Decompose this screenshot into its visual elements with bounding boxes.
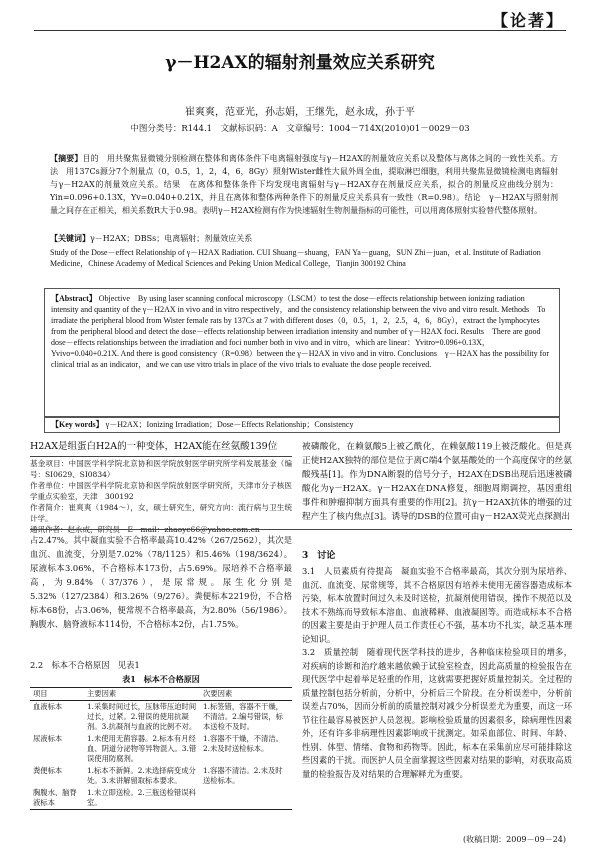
table-header: 主要因素	[84, 688, 200, 701]
intro-right: 被磷酸化，在赖氨酸5上被乙酰化，在赖氨酸119上被泛酸化。但是真正使H2AX独特的部位是位于离C端4个氨基酸处的一个高度保守的丝氨酸残基[1]。作为DNA断裂的信号分子，H2AX在DSB出现后迅速被磷酸化为γ－H2AX。γ－H2AX在DNA修复，细胞周期调控，基因重组事件和肿瘤抑制方面具有重要的作用[2]。抗γ－H2AX抗体的增强的过程产生了核内焦点[3]。诱导的DSB的位置可由γ－H2AX荧光点探测出	[302, 442, 572, 522]
table-cell: 1.标签错，容器不干燥，不清洁。2.编号错误，标本送检不及时。	[203, 702, 283, 731]
keywords-cn	[50, 232, 558, 245]
intro-left: H2AX是组蛋白H2A的一种变体，H2AX能在丝氨酸139位	[30, 441, 278, 452]
footnote-units: 作者单位：中国医学科学院北京协和医学院放射医学研究所，天津市分子核医学重点实验室，天津 300192	[30, 481, 292, 501]
section-rule	[30, 529, 572, 530]
abstract-en-title: Study of the Dose－effect Relationship of γ－H2AX Radiation. CUI Shuang－shuang，FAN Ya－guang，SUN Zhi－juan，et al. Institute of Radiation Medicine，Chinese Academy of Medical Sciences and Peking Union Medical College，Tianjin 300192 China	[50, 248, 541, 268]
reason-table	[30, 687, 292, 810]
received-date: (收稿日期：2009－09－24)	[463, 835, 566, 844]
table-cell: 1.采集时间过长，压脉带压迫时间过长，过紧。2.错误的使用抗凝剂。3.抗凝剂与血液的比例不对。	[87, 702, 197, 731]
header-rule	[34, 30, 566, 31]
table-cell: 粪便标本	[33, 766, 63, 775]
table-reference: 2.2 标本不合格原因 见表1	[30, 660, 140, 670]
table-cell: 1.未使用无菌容器。2.标本有月经血、阴道分泌物等异物混入。3.错误使用防腐剂。	[87, 734, 197, 763]
article-title: γ－H2AX的辐射剂量效应关系研究	[165, 53, 435, 73]
table-cell	[200, 787, 292, 810]
table-cell: 1.标本不新鲜。2.未选择病变成分处。3.未讲解留取标本要求。	[87, 766, 196, 785]
keywords-cn-text: γ－H2AX；DBSs；电离辐射；剂量效应关系	[90, 234, 253, 243]
abstract-en-label: 【Abstract】	[51, 294, 97, 303]
discussion-column	[302, 548, 572, 781]
table-header: 次要因素	[200, 688, 292, 701]
table-cell: 1.容器不干燥，不清洁。2.未及时送检标本。	[203, 734, 283, 753]
abstract-en-box	[44, 288, 560, 418]
classification-line: 中图分类号：R144.1 文献标识码：A 文章编号：1004－714X(2010)01－0029－03	[130, 124, 470, 134]
table-container	[30, 674, 292, 810]
table-row	[30, 765, 292, 787]
keywords-en-box	[44, 416, 560, 433]
keywords-en-label: 【Key words】	[51, 420, 104, 429]
discussion-3-1: 3.1 人员素质有待提高 凝血实验不合格率最高，其次分别为尿培养、血沉、血流变、尿常规等，其不合格原因有培养未使用无菌容器造成标本污染，标本放置时间过久未及时送检，抗凝剂使用错误，操作不规范以及技术不熟练而导致标本溶血、血液稀释、血液凝固等。而造成标本不合格的因素主要是由于护理人员工作责任心不强，基本功不扎实，缺乏基本理论知识。	[302, 566, 572, 644]
table-cell: 胸腹水、脑脊液标本	[30, 787, 84, 810]
footnote-fund: 基金项目：中国医学科学院北京协和医学院放射医学研究所学科发展基金（编号：SI0629、SI0834）	[30, 459, 292, 479]
article-type-badge: 【论著】	[491, 11, 564, 30]
footnote-corresponding: 通讯作者：赵永成，研究员 E－mail：zhaoyc66＠yahoo.com.cn	[30, 525, 260, 534]
abstract-cn-label: 【摘要】	[50, 153, 83, 163]
abstract-en-text: Objective By using laser scanning confocal microscopy（LSCM）to test the dose－effects relationship between ionizing radiation intensity and quantity of the γ－H2AX in vivo and in vitro respectively，and the consistency relationship between the vivo and vitro result. Methods To irradiate the peripheral blood from Wister female rats by 137Cs at 7 with different doses（0，0.5，1，2，2.5，4，6，8Gy），extract the lymphocytes from the peripheral blood and detect the dose－effects relationship between irradiation intensity and number of γ－H2AX foci. Results There are good dose－effects relationships between the irradiation and foci number both in vivo and in vitro，which are linear：Yvitro=0.096+0.13X，Yvivo=0.040+0.21X. And there is good consistency（R=0.98）between the γ－H2AX in vivo and in vitro. Conclusions γ－H2AX has the possibility for clinical trial as an indicator，and we can use vitro trials in place of the vivo trials to evaluate the dose people received.	[51, 294, 549, 369]
keywords-en-text: γ－H2AX；Ionizing Irradiation；Dose－Effects Relationship；Consistency	[105, 420, 354, 429]
table-caption: 表1 标本不合格原因	[122, 674, 200, 684]
table-row	[30, 701, 292, 734]
abstract-cn-text: 目的 用共聚焦显微镜分别检测在整体和离体条件下电离辐射强度与γ－H2AX的剂量效应关系以及整体与离体之间的一致性关系。方法 用137Cs源分7个剂量点（0，0.5，1，2，4，6，8Gy）照射Wister雌性大鼠外周全血，提取淋巴细胞，利用共聚焦显微镜检测电离辐射与γ－H2AX的剂量效应关系。结果 在离体和整体条件下均发现电离辐射与γ－H2AX存在剂量反应关系，拟合的剂量反应曲线分别为：Yin=0.096+0.13X，Yv=0.040+0.21X，并且在离体和整体两种条件下的剂量反应关系具有一致性（R=0.98）。结论 γ－H2AX与照射剂量之间存在正相关，相关系数R大于0.98。表明γ－H2AX检测有作为快速辐射生物剂量指标的可能性，可以用离体照射实验替代整体照射。	[50, 154, 558, 215]
lower-left-text: 占2.47%。其中凝血实验不合格率最高10.42%（267/2562），其次是血沉、血流变，分别是7.02%（78/1125）和5.46%（198/3624）。尿液标本3.06%，不合格标本173份，占5.69%。尿培养不合格率最高，为9.84%（37/376），是尿常规。尿生化分别是5.32%（127/2384）和3.26%（9/276）。粪便标本2219份，不合格标本68份，占3.06%，便常规不合格率最高，为2.80%（56/1986）。胸腹水、脑脊液标本114份，不合格标本2份，占1.75%。	[30, 535, 292, 629]
table-cell: 尿液标本	[33, 734, 63, 743]
footnote-rule	[30, 456, 292, 457]
footnote-block	[30, 458, 292, 535]
discussion-heading: 3 讨论	[302, 551, 336, 561]
discussion-3-2: 3.2 质量控制 随着现代医学科技的进步，各种临床检验项目的增多，对疾病的诊断和治疗越来越依赖于试验室检查，因此高质量的检验报告在现代医学中起着举足轻重的作用，这就需要把握好质量控制关。全过程的质量控制包括分析前，分析中，分析后三个阶段。在分析误差中，分析前误差占70%，因而分析前的质量控制对减少分析误差尤为重要，而这一环节往往最容易被医护人员忽视。影响检验质量的因素很多，除病理性因素外，还有许多非病理性因素影响或干扰测定。如采血部位、时间、年龄、性别、体型、情绪、食物和药物等。因此，标本在采集前应尽可能排除这些因素的干扰。而医护人员全面掌握这些因素对结果的影响，对获取高质量的检验报告及对结果的合理解释尤为重要。	[302, 647, 572, 779]
table-header-row	[30, 688, 292, 701]
keywords-cn-label: 【关键词】	[50, 233, 90, 243]
table-cell: 1.未立即送检。2.三瓶送检错误科室。	[84, 787, 200, 810]
author-list: 崔爽爽，范亚光，孙志娟，王继先，赵永成，孙于平	[185, 107, 415, 118]
abstract-cn	[50, 152, 558, 217]
table-row	[30, 733, 292, 765]
table-header: 项目	[30, 688, 84, 701]
table-row	[30, 787, 292, 810]
footnote-author-intro: 作者简介：崔爽爽（1984～），女，硕士研究生，研究方向：流行病与卫生统计学。	[30, 503, 292, 523]
table-cell: 1.容器不清洁。2.未及时送检标本。	[203, 766, 283, 785]
table-cell: 血液标本	[33, 702, 63, 711]
